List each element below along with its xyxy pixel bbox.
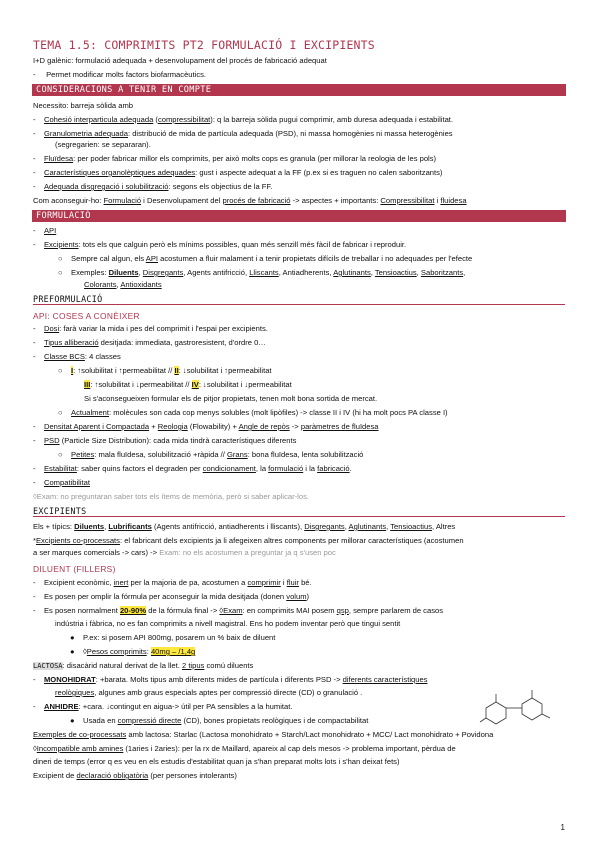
consideration-item: - Adequada disgregació i solubilització: segons els objectius de la FF.	[33, 182, 273, 191]
anhidre-line: - ANHIDRE: +cara. ↓contingut en aigua-> útil per PA sensibles a la humitat.	[33, 702, 293, 711]
api-subtitle: API: COSES A CONÈIXER	[33, 311, 140, 321]
consideration-item-cont: (segregarien: se separaran).	[55, 140, 151, 149]
consideration-item: - Cohesió interparticula adequada (compressibilitat): q la barreja sòlida pugui comprimir, amb duresa adequada i estabilitat.	[33, 115, 454, 124]
excipients-sub-2: ○ Exemples: Diluents, Disgregants, Agents antifricció, Lliscants, Antiadherents, Aglutinants, Tensioactius, Saboritzants,	[58, 268, 466, 277]
coprocessats-line-2: a ser marques comercials -> cars) -> Exam: no els acostumen a preguntar ja q s'usen poc	[33, 548, 336, 557]
bcs-line-2: III: ↑solubilitat i ↓permeabilitat // IV: ↓solubilitat i ↓permeabilitat	[84, 380, 292, 389]
preform-exam-note: ◊Exam: no preguntaran saber tots els ítems de memòria, però si saber aplicar-los.	[33, 492, 309, 501]
psd-sub: ○ Petites: mala fluïdesa, solubilització +ràpida // Grans: bona fluïdesa, lenta solubilització	[58, 450, 364, 459]
incompatible-line-1: ◊Incompatible amb amines (1aries i 2aries): per la rx de Maillard, apareix al cap dels mesos -> problema important, pèrdua de	[33, 744, 456, 753]
diluent-line-6: ● ◊Pesos comprimits: 40mg – /1,4g	[70, 647, 196, 656]
subsection-preformulacio: PREFORMULACIÓ	[33, 294, 565, 305]
excipients-sub-1: ○ Sempre cal algun, els API acostumen a fluir malament i a tenir propietats difícils de treballar i no adequades per l'efecte	[58, 254, 473, 263]
anhidre-sub: ● Usada en compressió directe (CD), bones propietats reològiques i de compactabilitat	[70, 716, 369, 725]
preform-tipus: - Tipus alliberació desitjada: immediata, gastroresistent, d'ordre 0…	[33, 338, 266, 347]
diluent-line-5: ● P.ex: si posem API 800mg, posarem un % baix de diluent	[70, 633, 276, 642]
page-number: 1	[560, 823, 565, 832]
como-line: Com aconseguir-ho: Formulació i Desenvolupament del procés de fabricació -> aspectes + importants: Compressibilitat i fluidesa	[33, 196, 467, 205]
page-title: TEMA 1.5: COMPRIMITS PT2 FORMULACIÓ I EXCIPIENTS	[33, 38, 375, 52]
preform-bcs: - Classe BCS: 4 classes	[33, 352, 121, 361]
preform-compatibilitat: - Compatibilitat	[33, 478, 90, 487]
need-line: Necessito: barreja sòlida amb	[33, 101, 134, 110]
incompatible-line-2: dineri de temps (error q es veu en els estudis d'estabilitat quan ja s'han preparat molts lots i s'han deixat fets)	[33, 757, 400, 766]
formulacio-excipients: - Excipients: tots els que calguin però els mínims possibles, quan més senzill més fàcil de fabricar i reproduir.	[33, 240, 407, 249]
intro-line-1: I+D galènic: formulació adequada + desenvolupament del procés de fabricació adequat	[33, 56, 327, 65]
preform-psd: - PSD (Particle Size Distribution): cada mida tindrà característiques diferents	[33, 436, 297, 445]
consideration-item: - Fluïdesa: per poder fabricar millor els comprimits, per això molts cops es granula (per millorar la reologia de les pols)	[33, 154, 437, 163]
consideration-item: - Característiques organolèptiques adequades: gust i aspecte adequat a la FF (p.ex si es traguen no calen saboritzants)	[33, 168, 443, 177]
bcs-line-4: ○ Actualment: molècules son cada cop menys solubles (molt lipòfiles) -> classe II i IV (hi ha molt pocs PA classe I)	[58, 408, 448, 417]
coprocessats-examples: Exemples de co-processats amb lactosa: Starlac (Lactosa monohidrato + Starch/Lact monohidrato + MCC/ Lact monohidrato + Povidona	[33, 730, 494, 739]
section-header-considerations: CONSIDERACIONS A TENIR EN COMPTE	[32, 84, 566, 96]
bcs-line-3: Si s'aconsegueixen formular els de pitjor propietats, tenen molt bona sortida de mercat.	[84, 394, 378, 403]
diluent-line-2: - Es posen per omplir la fórmula per aconseguir la mida desitjada (donen volum)	[33, 592, 310, 601]
diluent-line-3: - Es posen normalment 20-90% de la fórmula final -> ◊Exam: en comprimits MAI posem qsp, sempre parlarem de casos	[33, 606, 444, 615]
preform-densitat: - Densitat Aparent i Compactada + Reologia (Flowability) + Angle de repòs -> paràmetres de fluïdesa	[33, 422, 379, 431]
monohidrat-line-1: - MONOHIDRAT: +barata. Molts tipus amb diferents mides de partícula i diferents PSD -> diferents característiques	[33, 675, 428, 684]
monohidrat-line-2: reològiques, algunes amb graus especials aptes per compressió directe (CD) o granulació .	[55, 688, 363, 697]
coprocessats-line-1: *Excipients co-processats: el fabricant dels excipients ja li afegeixen altres components per millorar característiques (acostumen	[33, 536, 464, 545]
formulacio-api: - API	[33, 226, 57, 235]
preform-estabilitat: - Estabilitat: saber quins factors el degraden per condicionament, la formulació i la fabricació.	[33, 464, 352, 473]
diluent-line-1: - Excipient econòmic, inert per la majoria de pa, acostumen a comprimir i fluir bé.	[33, 578, 312, 587]
section-header-formulacio: FORMULACIÓ	[32, 210, 566, 222]
bcs-line-1: ○ I: ↑solubilitat i ↑permeabilitat // II: ↓solubilitat i ↑permeabilitat	[58, 366, 272, 375]
preform-dosi: - Dosi: farà variar la mida i pes del comprimit i l'espai per excipients.	[33, 324, 268, 333]
subsection-excipients: EXCIPIENTS	[33, 506, 565, 517]
excipients-tipus: Els + típics: Diluents, Lubrificants (Agents antifricció, antiadherents i lliscants), Disgregants, Aglutinants, Tensioactius, Altres	[33, 522, 456, 531]
intro-line-2: - Permet modificar molts factors biofarmacèutics.	[33, 70, 207, 79]
lactose-structure-image	[478, 686, 558, 726]
diluent-line-4: indústria i fàbrica, no es fan comprimits a nivell magistral. Ens ho podem inventar però que tingui sentit	[55, 619, 401, 628]
diluent-subtitle: DILUENT (FILLERS)	[33, 564, 116, 574]
excipients-sub-3: Colorants, Antioxidants	[84, 280, 162, 289]
declaracio-line: Excipient de declaració obligatòria (per persones intolerants)	[33, 771, 237, 780]
lactosa-line: LACTOSA: disacàrid natural derivat de la llet. 2 tipus comú diluents	[33, 661, 254, 670]
consideration-item: - Granulometria adequada: distribució de mida de partícula adequada (PSD), ni massa homogènies ni massa heterogènies	[33, 129, 453, 138]
